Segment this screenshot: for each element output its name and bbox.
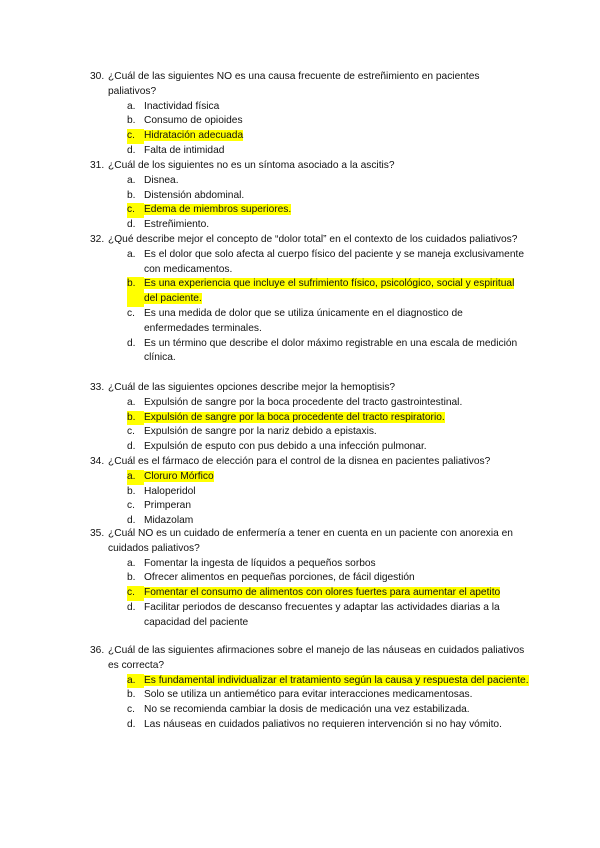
question-30 — [90, 70, 530, 159]
question-text: ¿Qué describe mejor el concepto de “dolor total” en el contexto de los cuidados paliativos? — [108, 234, 518, 245]
question-36 — [90, 644, 530, 733]
option-a-correct: a. Es fundamental individualizar el tratamiento según la causa y respuesta del paciente. — [127, 674, 530, 689]
question-text: ¿Cuál de las siguientes afirmaciones sobre el manejo de las náuseas en cuidados paliativos es correcta? — [108, 645, 525, 671]
options-list — [127, 248, 530, 366]
highlighted-answer: Cloruro Mórfico — [144, 470, 214, 482]
highlighted-answer: Expulsión de sangre por la boca procedente del tracto respiratorio. — [144, 411, 445, 423]
option-d: d. Falta de intimidad — [127, 144, 225, 156]
question-33 — [90, 381, 530, 455]
options-list — [127, 557, 530, 631]
options-list — [127, 674, 530, 733]
options-list — [127, 470, 530, 529]
option-d: d. Facilitar periodos de descanso frecuentes y adaptar las actividades diarias a la capacidad del paciente — [127, 601, 500, 628]
option-c: c. No se recomienda cambiar la dosis de medicación una vez estabilizada. — [127, 704, 470, 716]
option-b: b. Consumo de opioides — [127, 115, 243, 127]
question-number: 36. — [90, 645, 105, 656]
question-34 — [90, 455, 530, 529]
question-number: 31. — [90, 160, 105, 171]
option-d: d. Midazolam — [127, 515, 194, 527]
option-a-correct: a. Cloruro Mórfico — [127, 470, 530, 485]
question-text: ¿Cuál de las siguientes NO es una causa frecuente de estreñimiento en pacientes paliativos? — [108, 71, 480, 97]
option-c-correct: c. Fomentar el consumo de alimentos con olores fuertes para aumentar el apetito — [127, 586, 530, 601]
option-c-correct: c. Edema de miembros superiores. — [127, 203, 530, 218]
options-list — [127, 174, 530, 233]
question-35 — [90, 527, 530, 631]
option-c: c. Expulsión de sangre por la nariz debido a epistaxis. — [127, 426, 377, 438]
option-d: d. Es un término que describe el dolor máximo registrable en una escala de medición clínica. — [127, 337, 518, 364]
question-text: ¿Cuál NO es un cuidado de enfermería a tener en cuenta en un paciente con anorexia en cuidados paliativos? — [108, 528, 513, 554]
question-number: 32. — [90, 234, 105, 245]
option-b: b. Solo se utiliza un antiemético para evitar interacciones medicamentosas. — [127, 689, 473, 701]
option-b-correct: b. Es una experiencia que incluye el sufrimiento físico, psicológico, social y espiritual del paciente. — [127, 277, 530, 307]
option-c-correct: c. Hidratación adecuada — [127, 129, 530, 144]
question-number: 33. — [90, 382, 105, 393]
option-c: c. Es una medida de dolor que se utiliza únicamente en el diagnostico de enfermedades terminales. — [127, 307, 463, 334]
option-d: d. Las náuseas en cuidados paliativos no requieren intervención si no hay vómito. — [127, 718, 502, 730]
question-text: ¿Cuál de los siguientes no es un síntoma asociado a la ascitis? — [108, 160, 395, 171]
options-list — [127, 100, 530, 159]
option-a: a. Inactividad física — [127, 100, 220, 112]
question-number: 34. — [90, 456, 105, 467]
option-c: c. Primperan — [127, 500, 191, 512]
highlighted-answer: Hidratación adecuada — [144, 130, 244, 142]
option-b-correct: b. Expulsión de sangre por la boca procedente del tracto respiratorio. — [127, 411, 530, 426]
question-31 — [90, 159, 530, 233]
options-list — [127, 396, 530, 455]
option-d: d. Expulsión de esputo con pus debido a una infección pulmonar. — [127, 441, 427, 453]
question-number: 35. — [90, 528, 105, 539]
highlighted-answer: Es una experiencia que incluye el sufrimiento físico, psicológico, social y espiritual del paciente. — [144, 278, 515, 305]
highlighted-answer: Es fundamental individualizar el tratamiento según la causa y respuesta del paciente. — [144, 674, 529, 686]
option-a: a. Expulsión de sangre por la boca procedente del tracto gastrointestinal. — [127, 396, 463, 408]
highlighted-answer: Fomentar el consumo de alimentos con olores fuertes para aumentar el apetito — [144, 587, 501, 599]
question-32 — [90, 233, 530, 366]
question-text: ¿Cuál es el fármaco de elección para el control de la disnea en pacientes paliativos? — [108, 456, 491, 467]
option-d: d. Estreñimiento. — [127, 219, 210, 231]
option-b: b. Distensión abdominal. — [127, 189, 245, 201]
highlighted-answer: Edema de miembros superiores. — [144, 204, 292, 216]
question-number: 30. — [90, 71, 105, 82]
option-a: a. Fomentar la ingesta de líquidos a pequeños sorbos — [127, 557, 376, 569]
question-text: ¿Cuál de las siguientes opciones describe mejor la hemoptisis? — [108, 382, 396, 393]
option-a: a. Es el dolor que solo afecta al cuerpo físico del paciente y se maneja exclusivamente con medicamentos. — [127, 248, 524, 275]
option-b: b. Haloperidol — [127, 485, 196, 497]
option-a: a. Disnea. — [127, 174, 179, 186]
option-b: b. Ofrecer alimentos en pequeñas porciones, de fácil digestión — [127, 572, 415, 584]
